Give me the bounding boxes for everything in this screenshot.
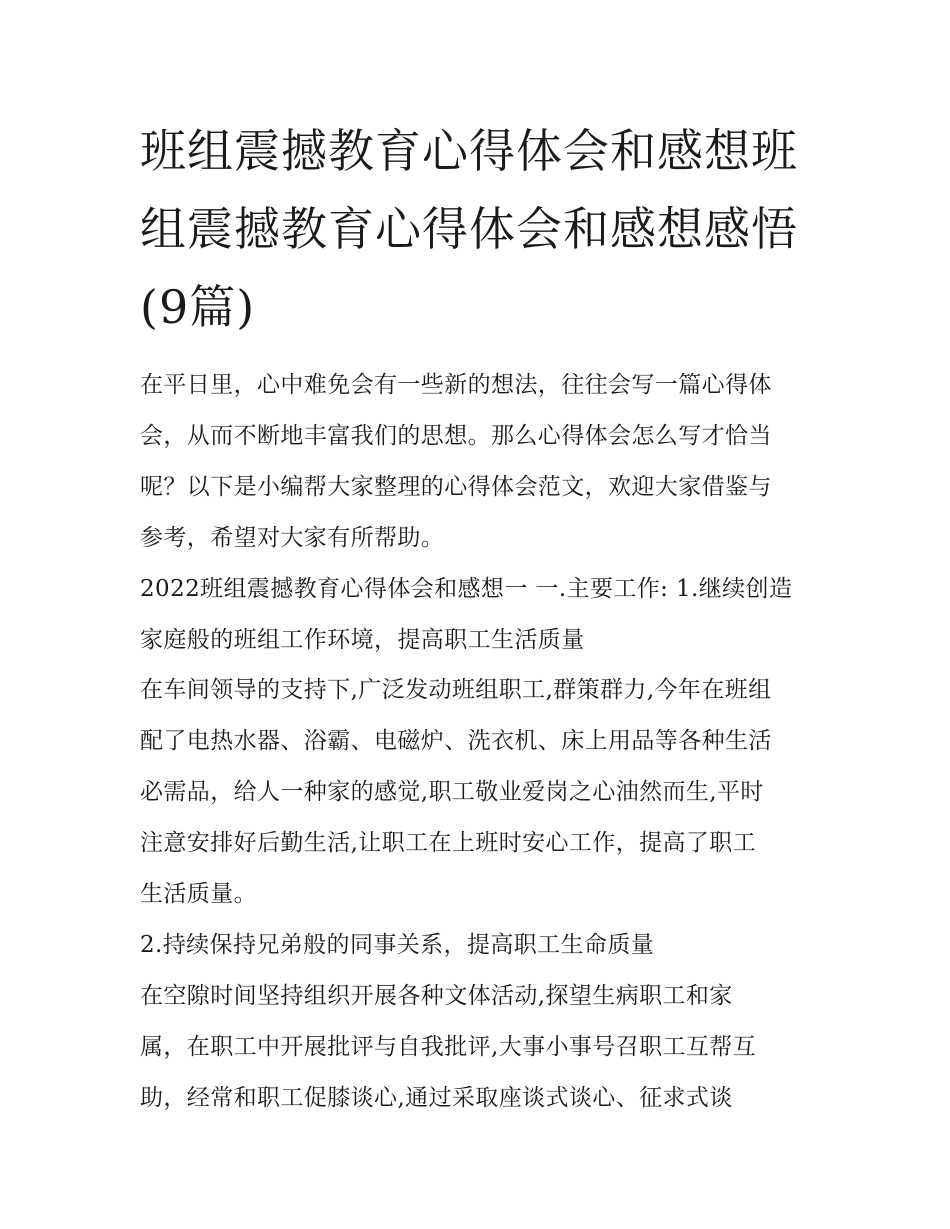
- document-body: [140, 360, 820, 1124]
- body-line: 家庭般的班组工作环境，提高职工生活质量: [140, 626, 585, 653]
- body-line: 必需品，给人一种家的感觉,职工敬业爱岗之心油然而生,平时: [140, 779, 764, 806]
- body-line: 2.持续保持兄弟般的同事关系，提高职工生命质量: [140, 931, 655, 958]
- body-line: 配了电热水器、浴霸、电磁炉、洗衣机、床上用品等各种生活: [140, 728, 772, 755]
- body-line: 在车间领导的支持下,广泛发动班组职工,群策群力,今年在班组: [140, 677, 772, 704]
- document-page: [140, 112, 820, 1124]
- body-line: 呢？以下是小编帮大家整理的心得体会范文，欢迎大家借鉴与: [140, 473, 772, 500]
- body-line: 在平日里，心中难免会有一些新的想法，往往会写一篇心得体: [140, 372, 772, 398]
- body-line: 参考，希望对大家有所帮助。: [140, 524, 445, 551]
- body-line: 在空隙时间坚持组织开展各种文体活动,探望生病职工和家: [140, 982, 733, 1009]
- body-line: 2022班组震撼教育心得体会和感想一 一.主要工作: 1.继续创造: [140, 575, 793, 602]
- body-line: 属，在职工中开展批评与自我批评,大事小事号召职工互帮互: [140, 1033, 757, 1060]
- document-title: 班组震撼教育心得体会和感想班组震撼教育心得体会和感想感悟(9篇): [140, 124, 798, 334]
- body-line: 生活质量。: [140, 881, 257, 908]
- body-line: 助，经常和职工促膝谈心,通过采取座谈式谈心、征求式谈: [140, 1084, 733, 1111]
- body-line: 注意安排好后勤生活,让职工在上班时安心工作，提高了职工: [140, 830, 757, 857]
- body-line: 会，从而不断地丰富我们的思想。那么心得体会怎么写才恰当: [140, 422, 772, 449]
